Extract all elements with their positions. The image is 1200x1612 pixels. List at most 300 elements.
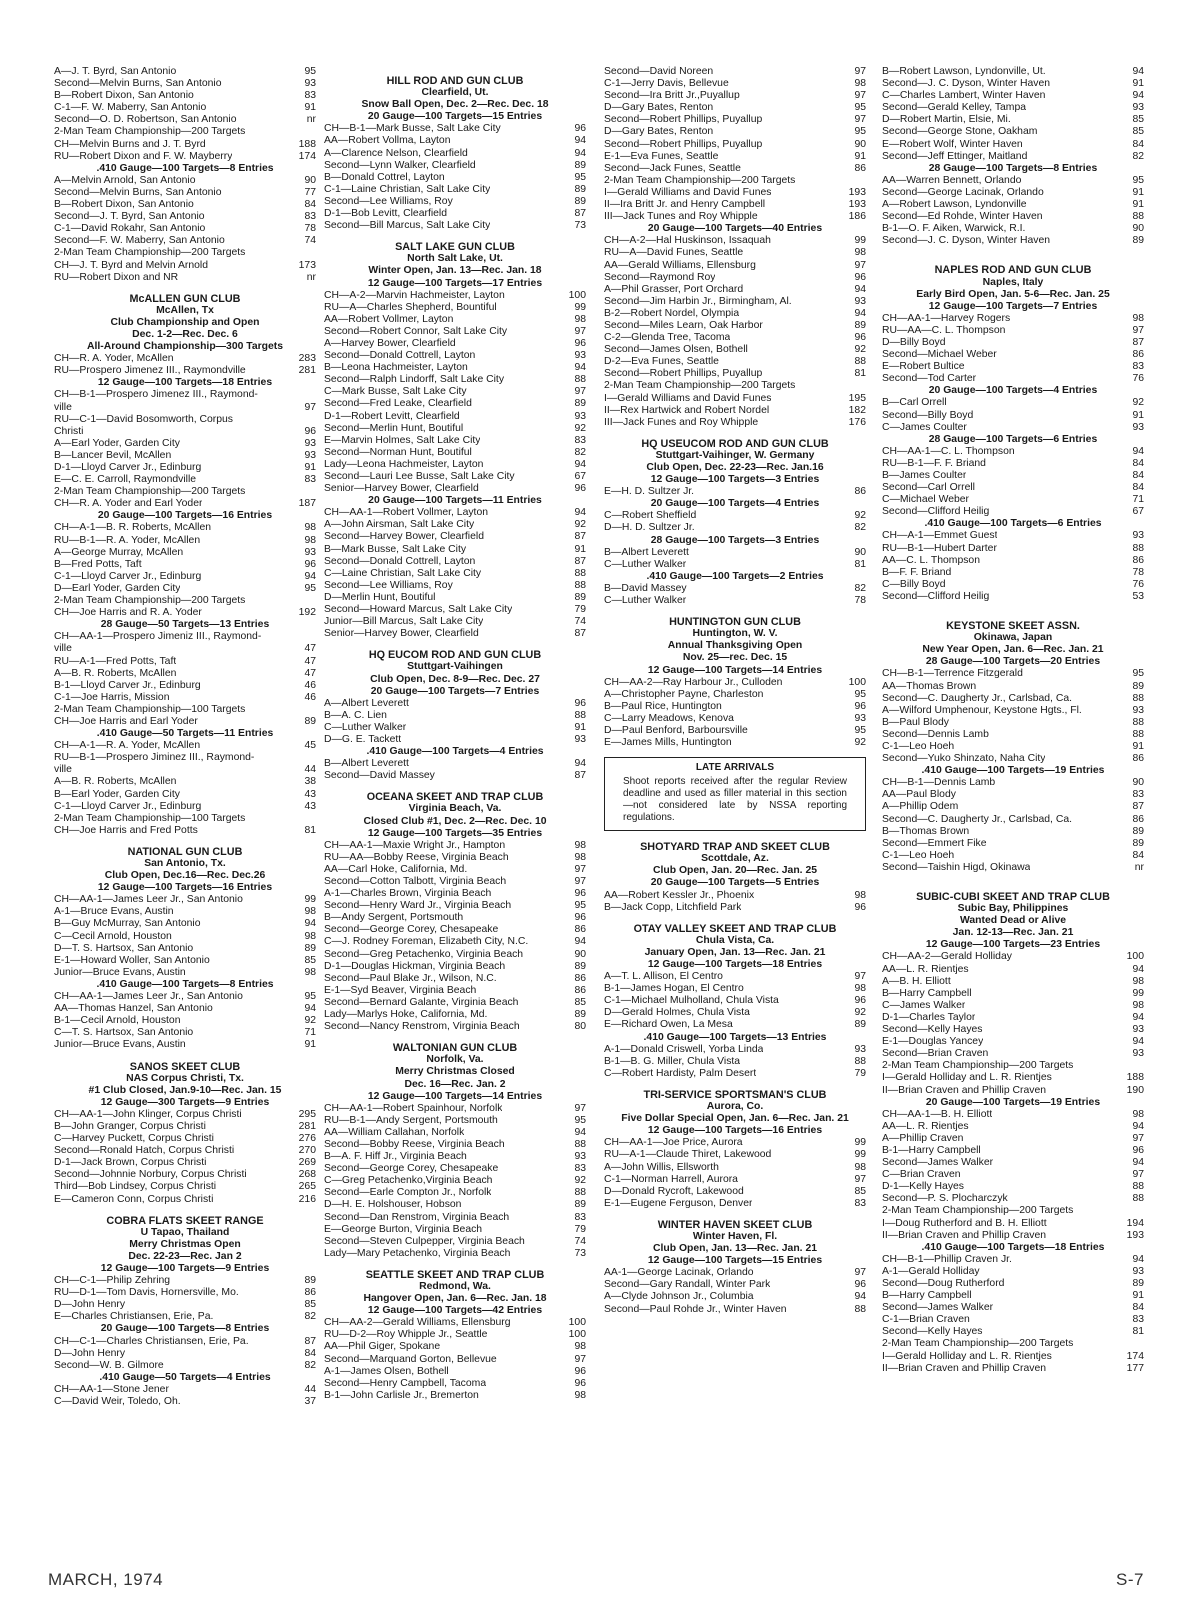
result-row <box>604 701 866 713</box>
result-score: nr <box>1134 861 1144 873</box>
club-heading: TRI-SERVICE SPORTSMAN'S CLUB <box>643 1088 827 1101</box>
result-entry: C-1—F. W. Maberry, San Antonio <box>54 102 207 114</box>
result-entry: C—Mark Busse, Salt Lake City <box>324 386 467 398</box>
result-score: 77 <box>304 186 316 198</box>
result-score: 98 <box>304 930 316 942</box>
result-row <box>882 114 1144 126</box>
event-heading: .410 Gauge—100 Targets—4 Entries <box>366 746 544 758</box>
result-entry: C-1—Michael Mulholland, Chula Vista <box>604 995 779 1007</box>
result-entry: E—H. D. Sultzer Jr. <box>604 486 695 498</box>
result-score: 83 <box>854 1197 866 1209</box>
result-row <box>882 235 1144 247</box>
event-heading: 28 Gauge—100 Targets—6 Entries <box>928 433 1098 445</box>
result-row <box>324 350 586 362</box>
club-heading: OCEANA SKEET AND TRAP CLUB <box>366 791 544 804</box>
result-row <box>882 1266 1144 1278</box>
result-score: 88 <box>574 374 586 386</box>
result-score: 94 <box>1132 1253 1144 1265</box>
result-row <box>54 943 316 955</box>
result-entry: Second—Donald Cottrell, Layton <box>324 350 476 362</box>
result-row <box>54 813 316 825</box>
result-row <box>882 838 1144 850</box>
result-score: 84 <box>304 199 316 211</box>
result-row <box>882 102 1144 114</box>
result-row <box>324 507 586 519</box>
section-spacer <box>882 247 1144 255</box>
result-row <box>324 616 586 628</box>
result-score: 89 <box>574 591 586 603</box>
result-score: 96 <box>574 1377 586 1389</box>
event-heading: 12 Gauge—100 Targets—35 Entries <box>367 827 543 839</box>
club-heading: COBRA FLATS SKEET RANGE <box>106 1214 264 1227</box>
event-heading: Okinawa, Japan <box>973 632 1053 644</box>
result-entry: D-2—Eva Funes, Seattle <box>604 356 719 368</box>
result-score: 96 <box>574 337 586 349</box>
result-row <box>54 235 316 247</box>
result-score: 194 <box>1126 1217 1144 1229</box>
result-row <box>54 1360 316 1372</box>
result-entry: A—B. R. Roberts, McAllen <box>54 776 177 788</box>
result-score: 216 <box>298 1193 316 1205</box>
result-row <box>882 1024 1144 1036</box>
result-row <box>54 199 316 211</box>
result-row <box>882 717 1144 729</box>
result-score: 97 <box>574 386 586 398</box>
result-row <box>324 544 586 556</box>
result-entry: 2-Man Team Championship—200 Targets <box>54 126 246 138</box>
result-entry: Second—J. C. Dyson, Winter Haven <box>882 235 1051 247</box>
result-score: 88 <box>854 356 866 368</box>
event-heading: Naples, Italy <box>982 276 1044 288</box>
result-score: 84 <box>1132 138 1144 150</box>
result-row <box>324 1212 586 1224</box>
result-score: 86 <box>854 162 866 174</box>
result-score: 98 <box>854 983 866 995</box>
result-score: 86 <box>1132 349 1144 361</box>
result-row <box>882 337 1144 349</box>
result-entry: CH—Melvin Burns and J. T. Byrd <box>54 138 206 150</box>
result-row <box>54 1181 316 1193</box>
result-row <box>604 890 866 902</box>
result-score: 96 <box>574 697 586 709</box>
result-entry: D—Billy Boyd <box>882 336 946 348</box>
result-score: 88 <box>854 1303 866 1315</box>
result-entry: B—Lancer Bevil, McAllen <box>54 449 172 461</box>
result-row <box>324 722 586 734</box>
result-score: 85 <box>304 1299 316 1311</box>
result-score: 195 <box>848 392 866 404</box>
result-entry: A—Christopher Payne, Charleston <box>604 688 764 700</box>
event-heading: 20 Gauge—100 Targets—4 Entries <box>650 498 820 510</box>
result-row <box>882 801 1144 813</box>
result-row <box>882 814 1144 826</box>
result-row <box>882 1145 1144 1157</box>
result-entry: C—Brian Craven <box>882 1169 961 1181</box>
result-entry: C—James Walker <box>882 999 966 1011</box>
result-row <box>882 349 1144 361</box>
result-entry: II—Brian Craven and Phillip Craven <box>882 1362 1047 1374</box>
result-entry: A—Albert Leverett <box>324 697 409 709</box>
result-row <box>882 199 1144 211</box>
result-row <box>882 446 1144 458</box>
result-score: 85 <box>854 1185 866 1197</box>
result-entry: Second—Kelly Hayes <box>882 1326 983 1338</box>
result-score: 86 <box>1132 813 1144 825</box>
result-entry: CH—AA-1—Joe Price, Aurora <box>604 1137 743 1149</box>
result-entry: E—James Mills, Huntington <box>604 737 732 749</box>
result-row <box>604 126 866 138</box>
result-entry: CH—AA-1—B. H. Elliott <box>882 1108 993 1120</box>
result-entry: D—Donald Rycroft, Lakewood <box>604 1185 744 1197</box>
result-row <box>54 474 316 486</box>
result-entry: C—Cecil Arnold, Houston <box>54 930 172 942</box>
result-row <box>324 912 586 924</box>
result-score: 84 <box>304 1347 316 1359</box>
result-score: 95 <box>574 171 586 183</box>
result-row <box>54 114 316 126</box>
result-entry: A—John Willis, Ellsworth <box>604 1161 719 1173</box>
result-score: 95 <box>1132 174 1144 186</box>
result-score: 281 <box>298 1120 316 1132</box>
result-row <box>604 1137 866 1149</box>
result-score: 83 <box>574 434 586 446</box>
result-row <box>54 1275 316 1287</box>
result-entry: C-1—Jerry Davis, Bellevue <box>604 78 729 90</box>
result-score: 93 <box>854 295 866 307</box>
result-score <box>290 414 316 426</box>
result-entry: B—F. F. Briand <box>882 566 952 578</box>
result-score: 81 <box>854 558 866 570</box>
result-entry: A—Phil Grasser, Port Orchard <box>604 283 744 295</box>
result-entry: E—Robert Wolf, Winter Haven <box>882 138 1023 150</box>
result-entry: B—Albert Leverett <box>324 758 409 770</box>
result-score: 98 <box>574 313 586 325</box>
result-score <box>1118 1060 1144 1072</box>
result-row <box>882 325 1144 337</box>
result-row <box>54 1384 316 1396</box>
result-entry: D—John Henry <box>54 1299 126 1311</box>
result-score: 86 <box>1132 753 1144 765</box>
result-row <box>54 967 316 979</box>
result-entry: AA—C. L. Thompson <box>882 554 980 566</box>
result-row <box>604 114 866 126</box>
result-score: 187 <box>298 498 316 510</box>
result-score: 73 <box>574 1247 586 1259</box>
result-row <box>54 607 316 619</box>
result-entry: Second—Raymond Roy <box>604 271 716 283</box>
event-heading: Jan. 12-13—Rec. Jan. 21 <box>952 927 1074 939</box>
result-row <box>54 656 316 668</box>
event-heading: New Year Open, Jan. 6—Rec. Jan. 21 <box>922 644 1104 656</box>
event-heading: 12 Gauge—100 Targets—16 Entries <box>647 1125 823 1137</box>
result-row <box>54 752 316 764</box>
result-row <box>604 187 866 199</box>
result-entry: C-1—Brian Craven <box>882 1314 970 1326</box>
result-row <box>882 494 1144 506</box>
result-row <box>604 995 866 1007</box>
result-score: 85 <box>1132 114 1144 126</box>
result-row <box>324 864 586 876</box>
result-entry: Second—J. T. Byrd, San Antonio <box>54 211 205 223</box>
result-row <box>882 862 1144 874</box>
result-entry: Second—James Walker <box>882 1157 994 1169</box>
event-heading: .410 Gauge—100 Targets—8 Entries <box>96 978 274 990</box>
result-row <box>324 1317 586 1329</box>
club-heading: SALT LAKE GUN CLUB <box>395 241 515 254</box>
result-row <box>54 498 316 510</box>
result-row <box>604 522 866 534</box>
result-score: nr <box>306 271 316 283</box>
result-entry: AA—Robert Vollmer, Layton <box>324 313 454 325</box>
result-entry: Second—Marquand Gorton, Bellevue <box>324 1353 497 1365</box>
result-row <box>324 411 586 423</box>
result-score: 92 <box>854 510 866 522</box>
club-heading: NAPLES ROD AND GUN CLUB <box>934 264 1092 277</box>
result-entry: III—Jack Funes and Roy Whipple <box>604 416 759 428</box>
result-row <box>604 235 866 247</box>
result-row <box>882 313 1144 325</box>
event-heading: .410 Gauge—100 Targets—8 Entries <box>96 162 274 174</box>
result-row <box>604 296 866 308</box>
result-entry: D—Merlin Hunt, Boutiful <box>324 591 436 603</box>
result-entry: E—C. E. Carroll, Raymondville <box>54 474 197 486</box>
result-score: 86 <box>574 972 586 984</box>
result-entry: D—Gary Bates, Renton <box>604 102 714 114</box>
result-score: 89 <box>1132 837 1144 849</box>
result-score: 90 <box>574 948 586 960</box>
result-score: 97 <box>854 971 866 983</box>
result-row <box>604 1019 866 1031</box>
result-row <box>882 78 1144 90</box>
result-score: 82 <box>574 446 586 458</box>
result-row <box>324 135 586 147</box>
result-row <box>54 486 316 498</box>
result-entry: CH—J. T. Byrd and Melvin Arnold <box>54 259 208 271</box>
result-row <box>324 447 586 459</box>
result-score: 89 <box>574 960 586 972</box>
result-entry: CH—B-1—Prospero Jimenez III., Raymond- <box>54 389 258 401</box>
result-entry: RU—A-1—Fred Potts, Taft <box>54 655 177 667</box>
result-score: nr <box>306 114 316 126</box>
result-row <box>54 1121 316 1133</box>
result-entry: Second—O. D. Robertson, San Antonio <box>54 114 237 126</box>
result-score: 93 <box>854 1043 866 1055</box>
result-score: 98 <box>574 1341 586 1353</box>
result-score <box>840 175 866 187</box>
result-score: 193 <box>848 186 866 198</box>
result-row <box>604 713 866 725</box>
result-row <box>882 1218 1144 1230</box>
result-score <box>290 595 316 607</box>
result-entry: B—Earl Yoder, Garden City <box>54 788 180 800</box>
result-row <box>324 1115 586 1127</box>
result-entry: AA—Robert Kessler Jr., Phoenix <box>604 889 755 901</box>
result-row <box>604 677 866 689</box>
result-row <box>54 126 316 138</box>
result-entry: C—Charles Lambert, Winter Haven <box>882 90 1046 102</box>
result-row <box>882 151 1144 163</box>
result-entry: C—Luther Walker <box>604 558 687 570</box>
result-entry: Second—Taishin Higd, Okinawa <box>882 861 1031 873</box>
result-score: 79 <box>574 604 586 616</box>
result-entry: B—Albert Leverett <box>604 546 689 558</box>
result-entry: B-1—B. G. Miller, Chula Vista <box>604 1055 741 1067</box>
result-entry: Second—C. Daugherty Jr., Carlsbad, Ca. <box>882 692 1073 704</box>
result-score: 95 <box>304 991 316 1003</box>
result-entry: AA—L. R. Rientjes <box>882 963 969 975</box>
result-row <box>324 1236 586 1248</box>
result-score: 96 <box>574 912 586 924</box>
result-score: 76 <box>1132 373 1144 385</box>
result-row <box>882 555 1144 567</box>
result-entry: CH—AA-1—Stone Jener <box>54 1383 169 1395</box>
result-entry: 2-Man Team Championship—200 Targets <box>604 380 796 392</box>
result-row <box>882 1314 1144 1326</box>
result-row <box>604 1174 866 1186</box>
result-entry: Second—George Lacinak, Orlando <box>882 186 1044 198</box>
result-entry: AA—Carl Hoke, California, Md. <box>324 863 468 875</box>
result-entry: RU—D-1—Tom Davis, Hornersville, Mo. <box>54 1287 239 1299</box>
result-entry: CH—B-1—Terrence Fitzgerald <box>882 668 1023 680</box>
result-entry: Second—Henry Campbell, Tacoma <box>324 1377 487 1389</box>
result-row <box>324 314 586 326</box>
result-entry: Second—Brian Craven <box>882 1048 989 1060</box>
result-entry: B—Leona Hachmeister, Layton <box>324 362 468 374</box>
result-row <box>324 1354 586 1366</box>
result-score <box>290 704 316 716</box>
result-entry: Second—Dan Renstrom, Virginia Beach <box>324 1211 510 1223</box>
result-row <box>324 852 586 864</box>
event-heading: January Open, Jan. 13—Rec. Jan. 21 <box>644 946 826 958</box>
result-row <box>54 894 316 906</box>
result-row <box>882 1012 1144 1024</box>
result-row <box>882 410 1144 422</box>
result-score: 96 <box>854 700 866 712</box>
result-row <box>882 1048 1144 1060</box>
result-entry: E-1—Eugene Ferguson, Denver <box>604 1197 753 1209</box>
result-row <box>54 559 316 571</box>
result-entry: Second—Jim Harbin Jr., Birmingham, Al. <box>604 295 792 307</box>
result-row <box>604 139 866 151</box>
result-row <box>882 458 1144 470</box>
result-entry: B-1—Harry Campbell <box>882 1144 981 1156</box>
result-row <box>604 1044 866 1056</box>
result-entry: Second—Norman Hunt, Boutiful <box>324 446 472 458</box>
event-heading: 28 Gauge—50 Targets—13 Entries <box>100 619 270 631</box>
event-heading: Nov. 25—rec. Dec. 15 <box>682 652 788 664</box>
result-row <box>882 579 1144 591</box>
result-entry: Second—W. B. Gilmore <box>54 1359 164 1371</box>
result-entry: AA-1—George Lacinak, Orlando <box>604 1267 754 1279</box>
result-entry: A—Phillip Craven <box>882 1132 964 1144</box>
event-heading: Subic Bay, Philippines <box>957 903 1069 915</box>
result-row <box>882 668 1144 680</box>
result-row <box>882 753 1144 765</box>
result-score: 100 <box>568 1317 586 1329</box>
result-row <box>882 1193 1144 1205</box>
result-score: 97 <box>854 1267 866 1279</box>
result-entry: B—Carl Orrell <box>882 397 947 409</box>
result-entry: CH—C-1—Philip Zehring <box>54 1275 171 1287</box>
result-row <box>882 1109 1144 1121</box>
result-entry: Second—Merlin Hunt, Boutiful <box>324 422 464 434</box>
result-row <box>882 422 1144 434</box>
result-entry: D—Paul Benford, Barboursville <box>604 724 748 736</box>
result-row <box>54 1336 316 1348</box>
result-entry: A—Harvey Bower, Clearfield <box>324 337 456 349</box>
result-score: 93 <box>1132 530 1144 542</box>
result-entry: E-1—Douglas Yancey <box>882 1036 984 1048</box>
result-entry: D—G. E. Tackett <box>324 733 402 745</box>
result-row <box>882 223 1144 235</box>
result-row <box>324 734 586 746</box>
event-heading: Club Open, Dec.16—Rec. Dec.26 <box>104 870 266 882</box>
result-score: 96 <box>304 558 316 570</box>
result-entry: 2-Man Team Championship—100 Targets <box>54 812 246 824</box>
result-entry: D—T. S. Hartsox, San Antonio <box>54 942 194 954</box>
result-score: 91 <box>304 1039 316 1051</box>
result-score: 96 <box>854 995 866 1007</box>
result-row <box>604 332 866 344</box>
result-entry: E-1—Syd Beaver, Virginia Beach <box>324 984 477 996</box>
result-entry: Second—Ira Britt Jr.,Puyallup <box>604 90 740 102</box>
result-score: 96 <box>304 425 316 437</box>
result-score: 88 <box>1132 716 1144 728</box>
result-entry: Second—Miles Learn, Oak Harbor <box>604 319 763 331</box>
result-row <box>54 1194 316 1206</box>
event-heading: Club Open, Jan. 13—Rec. Jan. 21 <box>653 1243 817 1255</box>
result-entry: A—J. T. Byrd, San Antonio <box>54 66 177 77</box>
result-entry: CH—C-1—Charles Christiansen, Erie, Pa. <box>54 1335 249 1347</box>
result-entry: C-1—Leo Hoeh <box>882 740 955 752</box>
result-entry: Second—Ronald Hatch, Corpus Christi <box>54 1145 235 1157</box>
result-row <box>324 1021 586 1033</box>
result-entry: AA—Phil Giger, Spokane <box>324 1341 441 1353</box>
result-score: 82 <box>854 522 866 534</box>
result-entry: Second—Earle Compton Jr., Norfolk <box>324 1187 492 1199</box>
event-heading: 20 Gauge—100 Targets—11 Entries <box>368 495 542 507</box>
result-entry: AA—Robert Vollma, Layton <box>324 135 451 147</box>
result-row <box>324 592 586 604</box>
result-row <box>54 1027 316 1039</box>
result-entry: AA—Thomas Brown <box>882 680 977 692</box>
column-1 <box>54 66 316 1408</box>
result-entry: Second—Gerald Kelley, Tampa <box>882 102 1027 114</box>
club-heading: SANOS SKEET CLUB <box>129 1060 241 1073</box>
result-score: 281 <box>298 365 316 377</box>
result-row <box>54 692 316 704</box>
result-row <box>882 187 1144 199</box>
result-entry: ville <box>54 401 72 413</box>
event-heading: Club Championship and Open <box>110 316 260 328</box>
result-score: 177 <box>1126 1362 1144 1374</box>
result-row <box>324 628 586 640</box>
result-row <box>54 78 316 90</box>
result-row <box>604 737 866 749</box>
result-row <box>882 482 1144 494</box>
result-score <box>290 631 316 643</box>
result-row <box>54 789 316 801</box>
result-score <box>290 813 316 825</box>
result-score: 43 <box>304 788 316 800</box>
result-row <box>882 1181 1144 1193</box>
result-entry: 2-Man Team Championship—200 Targets <box>54 595 246 607</box>
result-score: 97 <box>854 90 866 102</box>
event-heading: Winter Open, Jan. 13—Rec. Jan. 18 <box>368 265 542 277</box>
result-entry: E—Marvin Holmes, Salt Lake City <box>324 434 481 446</box>
result-row <box>604 78 866 90</box>
result-score: 94 <box>1132 963 1144 975</box>
